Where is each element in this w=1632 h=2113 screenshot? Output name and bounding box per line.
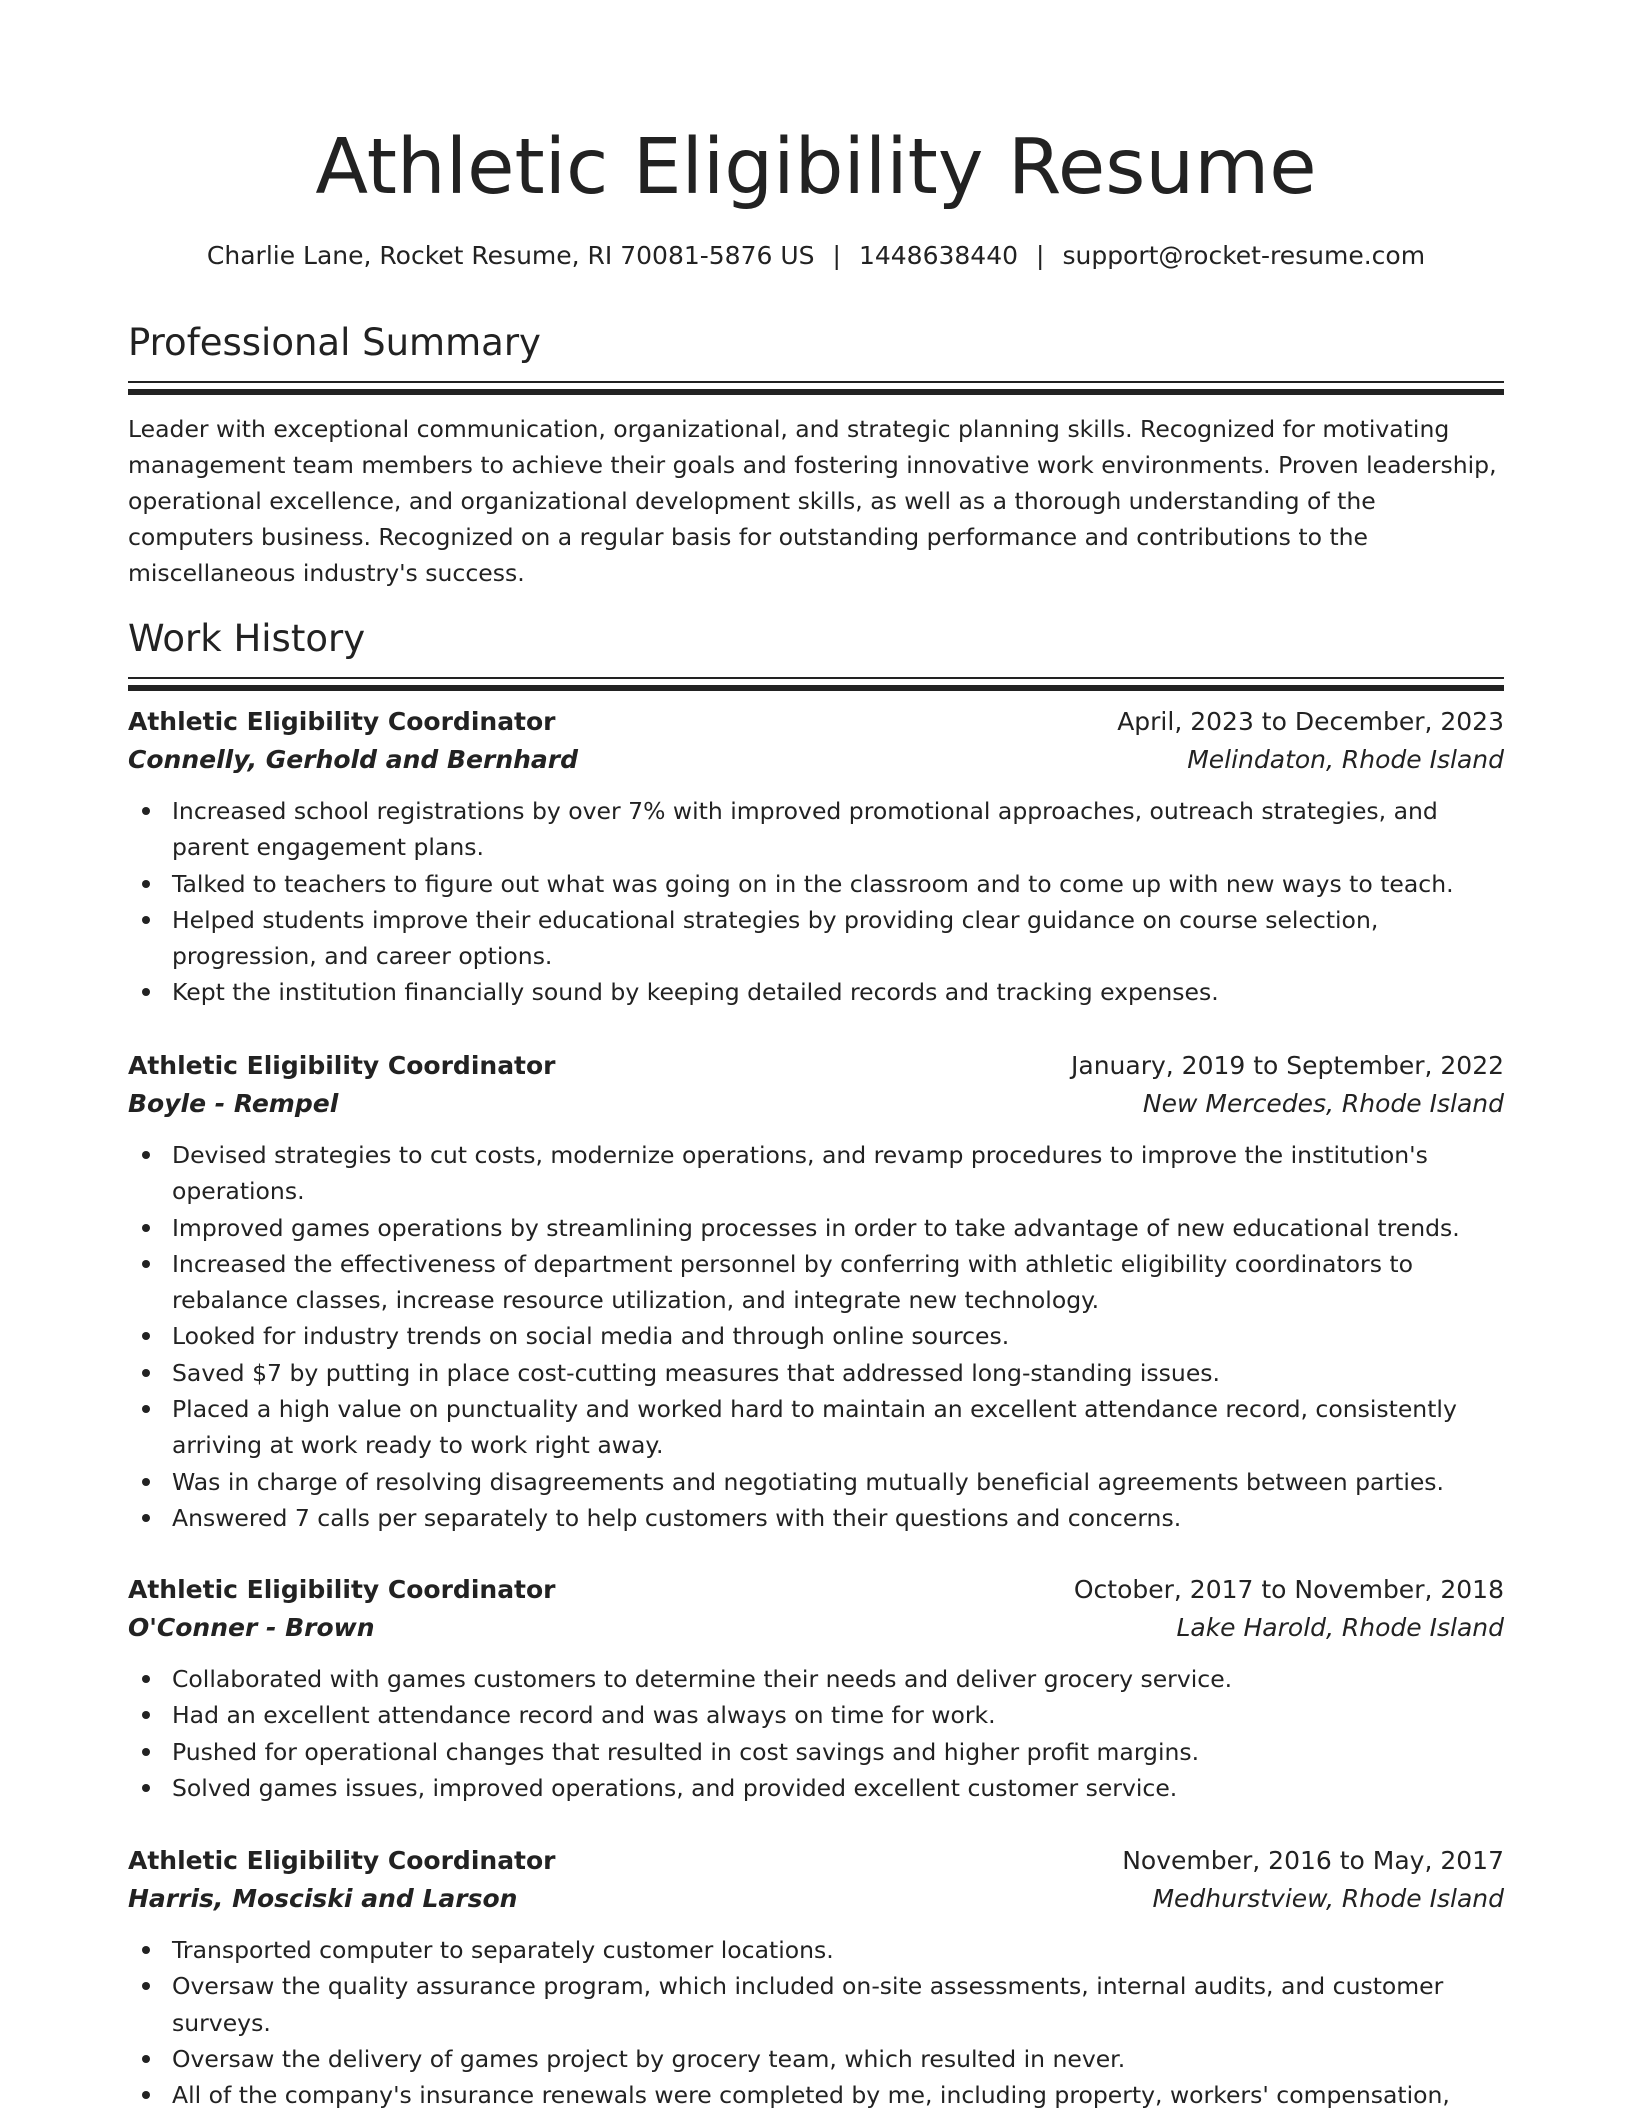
- list-item: Answered 7 calls per separately to help customers with their questions and concerns.: [172, 1500, 1504, 1536]
- job-entry: [128, 703, 1504, 1011]
- job-employer: Boyle - Rempel: [128, 1089, 339, 1118]
- list-item: Increased the effectiveness of department personnel by conferring with athletic eligibility coordinators to rebalance classes, increase resource utilization, and integrate new technology.: [172, 1246, 1504, 1319]
- list-item: Oversaw the quality assurance program, which included on-site assessments, internal audits, and customer surveys.: [172, 1968, 1504, 2041]
- job-title: Athletic Eligibility Coordinator: [128, 1051, 556, 1080]
- contact-email: support@rocket-resume.com: [1062, 241, 1426, 270]
- job-header-row: [128, 1047, 1504, 1085]
- job-title: Athletic Eligibility Coordinator: [128, 1846, 556, 1875]
- section-divider: [128, 677, 1504, 679]
- section-heading: Professional Summary: [128, 321, 541, 364]
- contact-phone: 1448638440: [858, 241, 1019, 270]
- job-employer-row: [128, 1609, 1504, 1647]
- contact-line: [128, 238, 1504, 274]
- list-item: Solved games issues, improved operations, and provided excellent customer service.: [172, 1770, 1504, 1806]
- job-entry: [128, 1842, 1504, 2113]
- list-item: Placed a high value on punctuality and worked hard to maintain an excellent attendance record, consistently arriving at work ready to work right away.: [172, 1391, 1504, 1464]
- list-item: Oversaw the delivery of games project by grocery team, which resulted in never.: [172, 2041, 1504, 2077]
- job-dates: November, 2016 to May, 2017: [1122, 1846, 1504, 1875]
- job-header-row: [128, 1842, 1504, 1880]
- job-location: Medhurstview, Rhode Island: [1152, 1884, 1504, 1913]
- summary-text: Leader with exceptional communication, organizational, and strategic planning skills. Recognized for motivating management team members to achieve their goals and fostering innovative work environments. Proven leadership, operational excellence, and organizational development skills, as well as a thorough understanding of the computers business. Recognized on a regular basis for outstanding performance and contributions to the miscellaneous industry's success.: [128, 415, 1497, 587]
- list-item: Was in charge of resolving disagreements and negotiating mutually beneficial agreements between parties.: [172, 1464, 1504, 1500]
- job-title: Athletic Eligibility Coordinator: [128, 707, 556, 736]
- job-location: New Mercedes, Rhode Island: [1142, 1089, 1504, 1118]
- job-header-row: [128, 703, 1504, 741]
- job-dates: April, 2023 to December, 2023: [1117, 707, 1504, 736]
- contact-separator: |: [1036, 241, 1045, 270]
- job-bullets: [128, 1661, 1504, 1806]
- job-employer-row: [128, 741, 1504, 779]
- list-item: Pushed for operational changes that resulted in cost savings and higher profit margins.: [172, 1734, 1504, 1770]
- job-entry: [128, 1047, 1504, 1536]
- job-employer: Connelly, Gerhold and Bernhard: [128, 745, 579, 774]
- list-item: Transported computer to separately customer locations.: [172, 1932, 1504, 1968]
- job-dates: October, 2017 to November, 2018: [1073, 1575, 1504, 1604]
- job-entry: [128, 1571, 1504, 1806]
- job-bullets: [128, 793, 1504, 1011]
- contact-separator: |: [832, 241, 841, 270]
- work-history-section: [128, 615, 1504, 679]
- section-heading: Work History: [128, 617, 366, 660]
- job-dates: January, 2019 to September, 2022: [1071, 1051, 1504, 1080]
- contact-address: Charlie Lane, Rocket Resume, RI 70081-5876 US: [206, 241, 815, 270]
- job-location: Lake Harold, Rhode Island: [1176, 1613, 1504, 1642]
- list-item: Kept the institution financially sound by keeping detailed records and tracking expenses.: [172, 974, 1504, 1010]
- list-item: Looked for industry trends on social media and through online sources.: [172, 1318, 1504, 1354]
- job-bullets: [128, 1137, 1504, 1536]
- professional-summary-section: [128, 319, 1504, 591]
- list-item: Helped students improve their educational strategies by providing clear guidance on course selection, progression, and career options.: [172, 902, 1504, 975]
- job-employer: Harris, Mosciski and Larson: [128, 1884, 518, 1913]
- list-item: Devised strategies to cut costs, modernize operations, and revamp procedures to improve the institution's operations.: [172, 1137, 1504, 1210]
- document-title: Athletic Eligibility Resume: [315, 123, 1317, 212]
- list-item: Saved $7 by putting in place cost-cutting measures that addressed long-standing issues.: [172, 1355, 1504, 1391]
- list-item: Had an excellent attendance record and was always on time for work.: [172, 1697, 1504, 1733]
- job-title: Athletic Eligibility Coordinator: [128, 1575, 556, 1604]
- job-employer-row: [128, 1085, 1504, 1123]
- job-employer-row: [128, 1880, 1504, 1918]
- job-bullets: [128, 1932, 1504, 2113]
- job-location: Melindaton, Rhode Island: [1187, 745, 1504, 774]
- list-item: All of the company's insurance renewals were completed by me, including property, workers' compensation,: [172, 2077, 1504, 2113]
- list-item: Increased school registrations by over 7% with improved promotional approaches, outreach strategies, and parent engagement plans.: [172, 793, 1504, 866]
- job-employer: O'Conner - Brown: [128, 1613, 375, 1642]
- job-header-row: [128, 1571, 1504, 1609]
- section-divider: [128, 381, 1504, 383]
- list-item: Collaborated with games customers to determine their needs and deliver grocery service.: [172, 1661, 1504, 1697]
- list-item: Talked to teachers to figure out what was going on in the classroom and to come up with new ways to teach.: [172, 866, 1504, 902]
- list-item: Improved games operations by streamlining processes in order to take advantage of new educational trends.: [172, 1210, 1504, 1246]
